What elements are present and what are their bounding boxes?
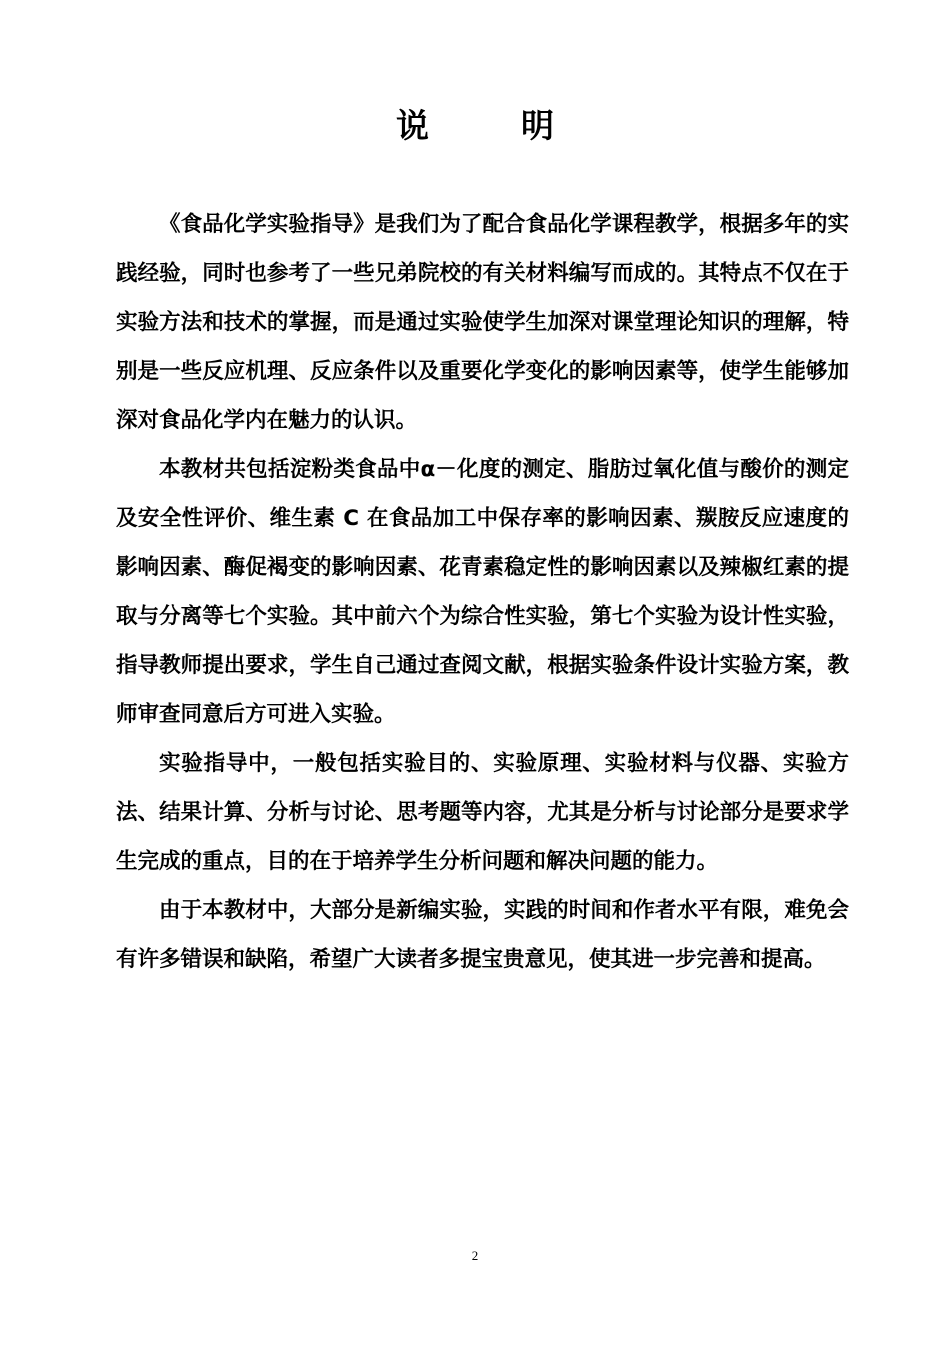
title-char-1: 说 (396, 106, 429, 145)
paragraph-intro: 《食品化学实验指导》是我们为了配合食品化学课程教学，根据多年的实践经验，同时也参考了一些兄弟院校的有关材料编写而成的。其特点不仅在于实验方法和技术的掌握，而是通过实验使学生加深对课堂理论知识的理解，特别是一些反应机理、反应条件以及重要化学变化的影响因素等，使学生能够加深对食品化学内在魅力的认识。 (116, 212, 849, 433)
paragraph-closing: 由于本教材中，大部分是新编实验，实践的时间和作者水平有限，难免会有许多错误和缺陷，希望广大读者多提宝贵意见，使其进一步完善和提高。 (116, 898, 849, 972)
title-char-2: 明 (521, 106, 554, 145)
body-text (116, 200, 849, 984)
page-title (0, 98, 950, 154)
paragraph-contents: 本教材共包括淀粉类食品中α－化度的测定、脂肪过氧化值与酸价的测定及安全性评价、维生素 C 在食品加工中保存率的影响因素、羰胺反应速度的影响因素、酶促褐变的影响因素、花青素稳定性的影响因素以及辣椒红素的提取与分离等七个实验。其中前六个为综合性实验，第七个实验为设计性实验，指导教师提出要求，学生自己通过查阅文献，根据实验条件设计实验方案，教师审查同意后方可进入实验。 (116, 457, 849, 727)
paragraph-structure: 实验指导中，一般包括实验目的、实验原理、实验材料与仪器、实验方法、结果计算、分析与讨论、思考题等内容，尤其是分析与讨论部分是要求学生完成的重点，目的在于培养学生分析问题和解决问题的能力。 (116, 751, 849, 874)
page-number: 2 (471, 1248, 479, 1263)
